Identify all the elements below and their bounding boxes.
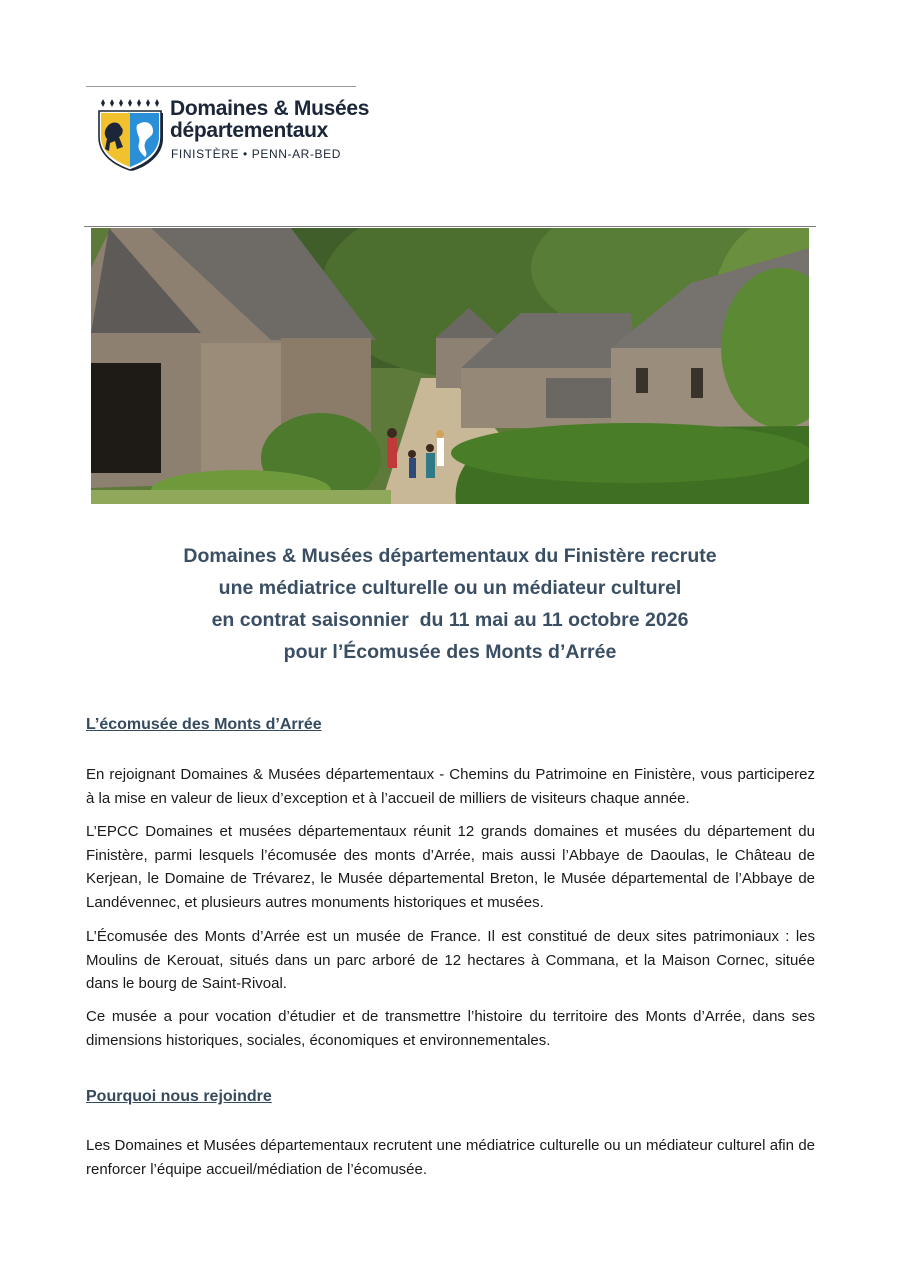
organization-logo bbox=[97, 97, 370, 172]
section-heading-why-join: Pourquoi nous rejoindre bbox=[86, 1088, 272, 1105]
logo-title-line2: départementaux bbox=[170, 119, 329, 142]
paragraph-epcc: L’EPCC Domaines et musées départementaux réunit 12 grands domaines et musées du département du Finistère, parmi lesquels l’écomusée des monts d’Arrée, mais aussi l’Abbaye de Daoulas, le Château de Kerjean, le Domaine de Trévarez, le Musée départemental Breton, le Musée départemental de l’Abbaye de Landévennec, et plusieurs autres monuments historiques et musées. bbox=[86, 823, 815, 911]
title-line-1: Domaines & Musées départementaux du Finistère recrute bbox=[183, 545, 717, 567]
logo-title-line1: Domaines & Musées bbox=[170, 97, 370, 120]
section-heading-ecomusee: L’écomusée des Monts d’Arrée bbox=[86, 716, 322, 733]
paragraph-intro: En rejoignant Domaines & Musées départementaux - Chemins du Patrimoine en Finistère, vous participerez à la mise en valeur de lieux d’exception et à l’accueil de milliers de visiteurs chaque année. bbox=[86, 766, 815, 807]
paragraph-ecomusee-sites: L’Écomusée des Monts d’Arrée est un musée de France. Il est constitué de deux sites patrimoniaux : les Moulins de Kerouat, situés dans un parc arboré de 12 hectares à Commana, et la Maison Cornec, située dans le bourg de Saint-Rivoal. bbox=[86, 928, 815, 992]
title-line-4: pour l’Écomusée des Monts d’Arrée bbox=[283, 641, 617, 663]
job-title bbox=[90, 540, 810, 668]
photo-divider bbox=[84, 226, 816, 227]
paragraph-recruitment: Les Domaines et Musées départementaux recrutent une médiatrice culturelle ou un médiateur culturel afin de renforcer l’équipe accueil/médiation de l’écomusée. bbox=[86, 1137, 815, 1178]
header-divider bbox=[86, 86, 356, 87]
hero-photo bbox=[91, 228, 809, 504]
title-line-3: en contrat saisonnier du 11 mai au 11 octobre 2026 bbox=[211, 609, 689, 631]
coat-of-arms-icon bbox=[97, 97, 163, 171]
logo-tagline: FINISTÈRE • PENN-AR-BED bbox=[171, 147, 342, 161]
paragraph-vocation: Ce musée a pour vocation d’étudier et de transmettre l’histoire du territoire des Monts d’Arrée, dans ses dimensions historiques, sociales, économiques et environnementales. bbox=[86, 1008, 815, 1049]
title-line-2: une médiatrice culturelle ou un médiateur culturel bbox=[218, 577, 682, 599]
